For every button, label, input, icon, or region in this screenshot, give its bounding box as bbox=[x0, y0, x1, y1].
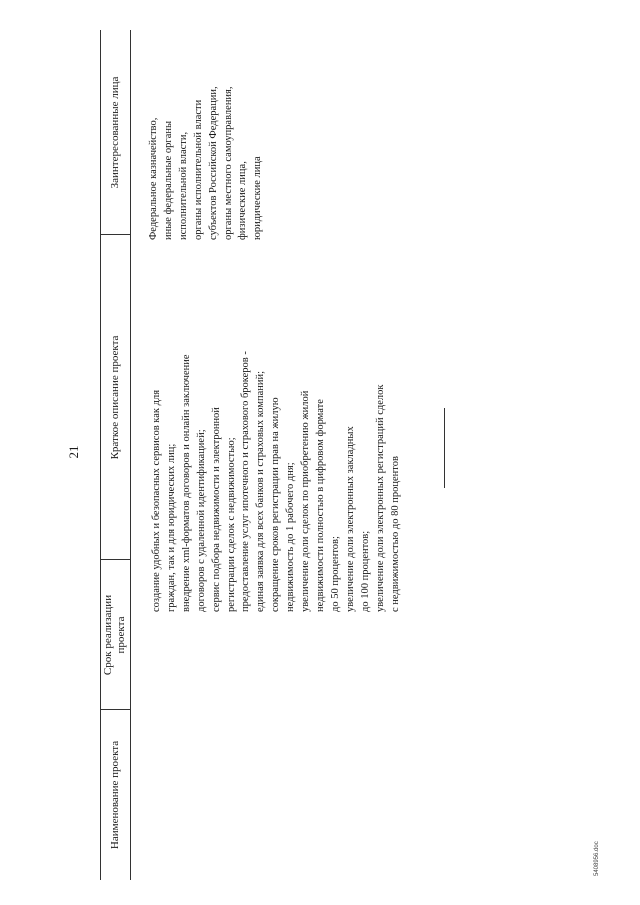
list-item: субъектов Российской Федерации, bbox=[207, 86, 219, 240]
document-code: 5408956.doc bbox=[594, 841, 600, 876]
list-item: предоставление услуг ипотечного и страхового брокеров - bbox=[240, 351, 252, 612]
list-item: сокращение сроков регистрации прав на жилую bbox=[270, 397, 282, 612]
list-item: увеличение доли электронных закладных bbox=[344, 426, 356, 612]
page-number: 21 bbox=[66, 445, 81, 459]
list-item: до 50 процентов; bbox=[329, 536, 341, 612]
list-item: исполнительной власти, bbox=[177, 131, 189, 240]
header-stakeholders: Заинтересованные лица bbox=[108, 76, 121, 189]
project-table bbox=[100, 30, 545, 880]
end-of-document-rule bbox=[444, 408, 445, 488]
list-item: создание удобных и безопасных сервисов как для bbox=[151, 389, 162, 612]
list-item: внедрение xml-форматов договоров и онлайн заключение bbox=[180, 354, 192, 612]
list-item: иные федеральные органы bbox=[162, 120, 174, 240]
table-header-border bbox=[130, 30, 131, 880]
list-item: договоров с удаленной идентификацией; bbox=[195, 429, 207, 612]
list-item: недвижимости полностью в цифровом формате bbox=[314, 399, 326, 612]
list-item: сервис подбора недвижимости и электронной bbox=[210, 407, 222, 612]
list-item: до 100 процентов; bbox=[359, 530, 371, 612]
list-item: Федеральное казначейство, bbox=[148, 117, 159, 240]
header-project-name: Наименование проекта bbox=[108, 740, 121, 850]
header-project-description: Краткое описание проекта bbox=[108, 335, 121, 460]
list-item: единая заявка для всех банков и страховых компаний; bbox=[255, 370, 267, 612]
list-item: недвижимость до 1 рабочего дня; bbox=[285, 462, 297, 612]
list-item: физические лица, bbox=[237, 161, 249, 240]
list-item: органы исполнительной власти bbox=[192, 99, 204, 240]
list-item: регистрации сделок с недвижимостью; bbox=[225, 437, 237, 612]
list-item: увеличение доли сделок по приобретению жилой bbox=[300, 390, 312, 612]
stakeholders-cell bbox=[147, 86, 266, 240]
list-item: увеличение доли электронных регистраций сделок bbox=[374, 384, 386, 612]
list-item: юридические лица bbox=[252, 156, 264, 240]
description-cell bbox=[150, 351, 403, 612]
list-item: органы местного самоуправления, bbox=[222, 86, 234, 240]
list-item: с недвижимостью до 80 процентов bbox=[389, 456, 401, 612]
header-project-period: Срок реализации проекта bbox=[102, 594, 127, 676]
list-item: граждан, так и для юридических лиц; bbox=[165, 443, 177, 612]
